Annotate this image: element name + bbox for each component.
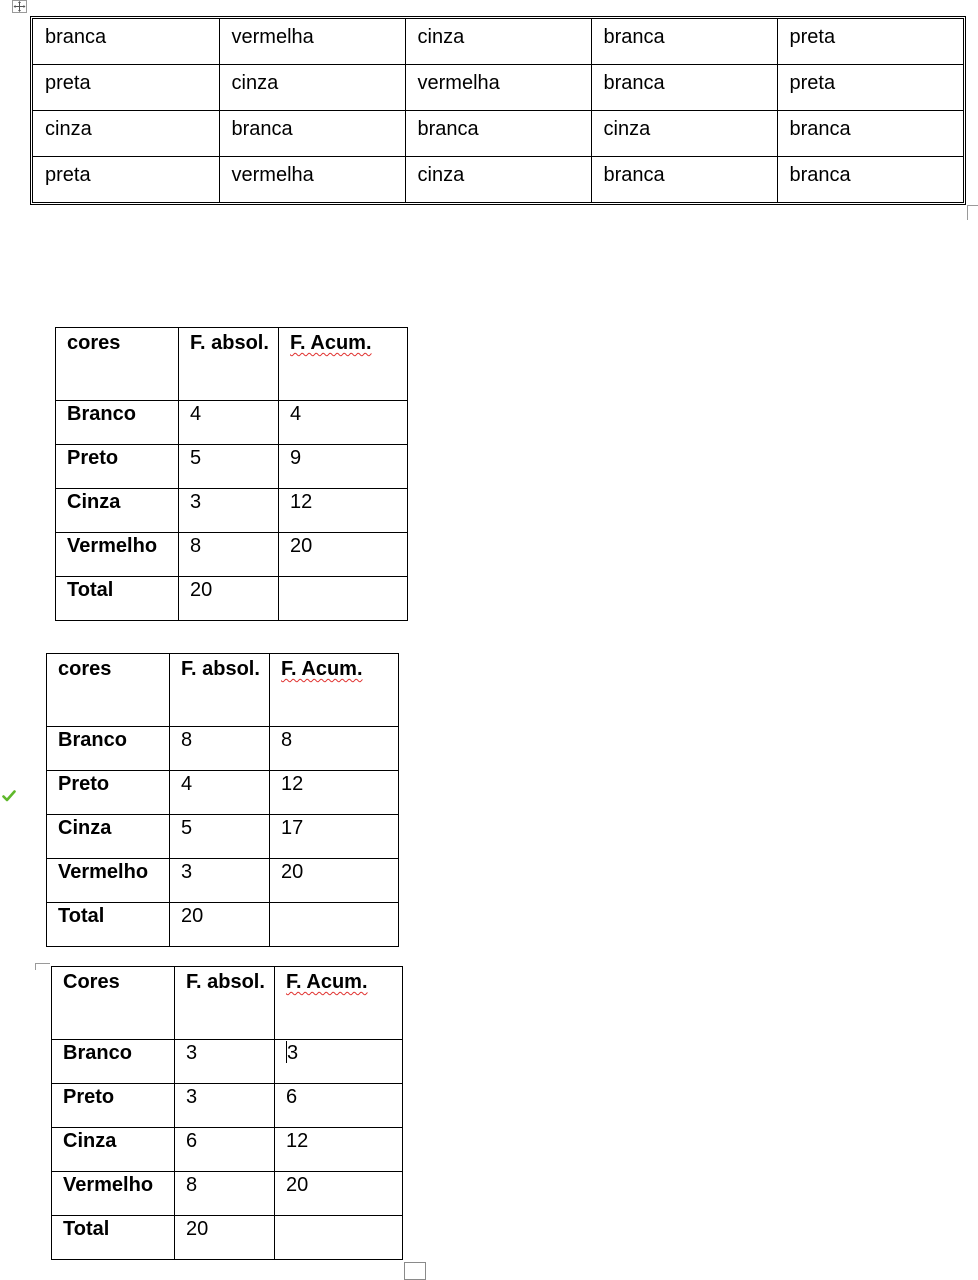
column-header[interactable] bbox=[56, 328, 179, 401]
row-label-cell[interactable] bbox=[47, 815, 170, 859]
grid-row bbox=[33, 64, 963, 110]
absolute-frequency-cell[interactable] bbox=[175, 1084, 275, 1128]
grid-cell[interactable]: vermelha bbox=[219, 157, 405, 202]
grid-cell[interactable]: branca bbox=[591, 157, 777, 202]
absolute-frequency-cell[interactable] bbox=[179, 445, 279, 489]
table-row bbox=[52, 1084, 403, 1128]
cumulative-frequency-cell[interactable] bbox=[275, 1040, 403, 1084]
row-label-cell[interactable] bbox=[47, 771, 170, 815]
absolute-frequency-cell[interactable] bbox=[179, 533, 279, 577]
cell-value: Preto bbox=[63, 1086, 115, 1108]
table-header-row bbox=[56, 328, 408, 401]
row-label-cell[interactable] bbox=[56, 489, 179, 533]
row-label-cell[interactable] bbox=[47, 727, 170, 771]
cell-value: 12 bbox=[286, 1130, 309, 1152]
grid-cell[interactable]: preta bbox=[777, 64, 963, 110]
grid-cell[interactable]: preta bbox=[33, 157, 219, 202]
grid-cell[interactable]: vermelha bbox=[219, 19, 405, 64]
table-3-corner-mark bbox=[35, 963, 50, 970]
row-label-cell[interactable] bbox=[52, 1128, 175, 1172]
table-row bbox=[47, 815, 399, 859]
column-header[interactable] bbox=[52, 967, 175, 1040]
cell-value: 6 bbox=[286, 1086, 298, 1108]
frequency-table-3 bbox=[51, 966, 403, 1260]
cumulative-frequency-cell[interactable] bbox=[270, 815, 399, 859]
cumulative-frequency-cell[interactable] bbox=[279, 577, 408, 621]
cell-value: 3 bbox=[181, 861, 193, 883]
color-data-grid bbox=[30, 16, 966, 205]
absolute-frequency-cell[interactable] bbox=[179, 401, 279, 445]
grid-cell[interactable]: branca bbox=[777, 110, 963, 156]
cell-value: Vermelho bbox=[58, 861, 149, 883]
column-header-label: F. absol. bbox=[190, 332, 269, 354]
row-label-cell[interactable] bbox=[47, 903, 170, 947]
column-header[interactable] bbox=[270, 654, 399, 727]
row-label-cell[interactable] bbox=[56, 401, 179, 445]
table-move-handle-icon[interactable] bbox=[12, 0, 27, 13]
cell-value: Total bbox=[67, 579, 114, 601]
column-header-label: cores bbox=[67, 332, 121, 354]
grid-cell[interactable]: branca bbox=[33, 19, 219, 64]
cell-value: Preto bbox=[67, 447, 119, 469]
column-header[interactable] bbox=[170, 654, 270, 727]
table-row bbox=[52, 1172, 403, 1216]
cell-value: 3 bbox=[287, 1042, 299, 1064]
column-header-label: Cores bbox=[63, 971, 120, 993]
absolute-frequency-cell[interactable] bbox=[179, 489, 279, 533]
grid-row bbox=[33, 157, 963, 202]
cell-value: 20 bbox=[286, 1174, 309, 1196]
absolute-frequency-cell[interactable] bbox=[179, 577, 279, 621]
table-row bbox=[56, 489, 408, 533]
frequency-table-2 bbox=[46, 653, 399, 947]
cell-value: 3 bbox=[190, 491, 202, 513]
table-row bbox=[47, 859, 399, 903]
cumulative-frequency-cell[interactable] bbox=[270, 771, 399, 815]
cell-value: Total bbox=[58, 905, 105, 927]
table-resize-handle[interactable] bbox=[404, 1262, 426, 1280]
cell-value: Total bbox=[63, 1218, 110, 1240]
table-header-row bbox=[47, 654, 399, 727]
row-label-cell[interactable] bbox=[56, 533, 179, 577]
cumulative-frequency-cell[interactable] bbox=[279, 533, 408, 577]
cell-value: 5 bbox=[190, 447, 202, 469]
column-header-label: F. Acum. bbox=[290, 332, 372, 354]
cell-value: 4 bbox=[181, 773, 193, 795]
column-header-label: F. absol. bbox=[181, 658, 260, 680]
cell-value: 20 bbox=[186, 1218, 209, 1240]
cell-value: 20 bbox=[290, 535, 313, 557]
grid-cell[interactable]: cinza bbox=[591, 110, 777, 156]
cell-value: 3 bbox=[186, 1042, 198, 1064]
frequency-table-1 bbox=[55, 327, 408, 621]
grid-row bbox=[33, 19, 963, 64]
table-row bbox=[56, 401, 408, 445]
grid-cell[interactable]: branca bbox=[591, 64, 777, 110]
cell-value: 8 bbox=[181, 729, 193, 751]
cell-value: Vermelho bbox=[67, 535, 158, 557]
grid-cell[interactable]: cinza bbox=[405, 157, 591, 202]
cell-value: 12 bbox=[281, 773, 304, 795]
grid-cell[interactable]: cinza bbox=[33, 110, 219, 156]
table-row bbox=[56, 577, 408, 621]
table-row bbox=[56, 533, 408, 577]
grid-cell[interactable]: preta bbox=[777, 19, 963, 64]
row-label-cell[interactable] bbox=[56, 445, 179, 489]
cell-value: Cinza bbox=[63, 1130, 117, 1152]
cumulative-frequency-cell[interactable] bbox=[275, 1084, 403, 1128]
cumulative-frequency-cell[interactable] bbox=[270, 859, 399, 903]
cell-value: 20 bbox=[181, 905, 204, 927]
row-label-cell[interactable] bbox=[52, 1172, 175, 1216]
cell-value: Branco bbox=[58, 729, 127, 751]
row-label-cell[interactable] bbox=[52, 1084, 175, 1128]
cumulative-frequency-cell[interactable] bbox=[270, 903, 399, 947]
absolute-frequency-cell[interactable] bbox=[170, 815, 270, 859]
table-row bbox=[47, 727, 399, 771]
column-header[interactable] bbox=[175, 967, 275, 1040]
grid-cell[interactable]: branca bbox=[219, 110, 405, 156]
column-header-label: F. Acum. bbox=[286, 971, 368, 993]
cell-value: 8 bbox=[281, 729, 293, 751]
column-header[interactable] bbox=[179, 328, 279, 401]
cell-value: 4 bbox=[190, 403, 202, 425]
row-label-cell[interactable] bbox=[52, 1040, 175, 1084]
absolute-frequency-cell[interactable] bbox=[170, 903, 270, 947]
table-row bbox=[56, 445, 408, 489]
absolute-frequency-cell[interactable] bbox=[175, 1040, 275, 1084]
cell-value: Preto bbox=[58, 773, 110, 795]
cell-value: 8 bbox=[186, 1174, 198, 1196]
cell-value: Cinza bbox=[67, 491, 121, 513]
cumulative-frequency-cell[interactable] bbox=[275, 1128, 403, 1172]
cumulative-frequency-cell[interactable] bbox=[275, 1216, 403, 1260]
table-row bbox=[47, 903, 399, 947]
cell-value: 3 bbox=[186, 1086, 198, 1108]
table-header-row bbox=[52, 967, 403, 1040]
row-label-cell[interactable] bbox=[56, 577, 179, 621]
cell-value: 20 bbox=[281, 861, 304, 883]
table-row bbox=[52, 1040, 403, 1084]
cell-value: 6 bbox=[186, 1130, 198, 1152]
cell-value: 12 bbox=[290, 491, 313, 513]
column-header-label: cores bbox=[58, 658, 112, 680]
grid-cell[interactable]: vermelha bbox=[405, 64, 591, 110]
column-header-label: F. absol. bbox=[186, 971, 265, 993]
check-icon bbox=[2, 789, 16, 803]
row-label-cell[interactable] bbox=[52, 1216, 175, 1260]
cell-value: 4 bbox=[290, 403, 302, 425]
cell-value: Vermelho bbox=[63, 1174, 154, 1196]
cell-value: 8 bbox=[190, 535, 202, 557]
table-row bbox=[52, 1216, 403, 1260]
absolute-frequency-cell[interactable] bbox=[170, 727, 270, 771]
cell-value: Branco bbox=[63, 1042, 132, 1064]
cell-value: 20 bbox=[190, 579, 213, 601]
cell-value: 9 bbox=[290, 447, 302, 469]
absolute-frequency-cell[interactable] bbox=[170, 771, 270, 815]
column-header[interactable] bbox=[275, 967, 403, 1040]
grid-cell[interactable]: cinza bbox=[219, 64, 405, 110]
cell-value: Cinza bbox=[58, 817, 112, 839]
column-header[interactable] bbox=[279, 328, 408, 401]
cell-value: Branco bbox=[67, 403, 136, 425]
grid-row bbox=[33, 110, 963, 156]
cumulative-frequency-cell[interactable] bbox=[279, 401, 408, 445]
cumulative-frequency-cell[interactable] bbox=[279, 489, 408, 533]
row-label-cell[interactable] bbox=[47, 859, 170, 903]
absolute-frequency-cell[interactable] bbox=[175, 1172, 275, 1216]
cumulative-frequency-cell[interactable] bbox=[279, 445, 408, 489]
absolute-frequency-cell[interactable] bbox=[170, 859, 270, 903]
cumulative-frequency-cell[interactable] bbox=[275, 1172, 403, 1216]
column-header[interactable] bbox=[47, 654, 170, 727]
table-row bbox=[47, 771, 399, 815]
cell-value: 5 bbox=[181, 817, 193, 839]
grid-cell[interactable]: cinza bbox=[405, 19, 591, 64]
table-row bbox=[52, 1128, 403, 1172]
absolute-frequency-cell[interactable] bbox=[175, 1216, 275, 1260]
grid-cell[interactable]: branca bbox=[591, 19, 777, 64]
grid-cell[interactable]: branca bbox=[405, 110, 591, 156]
cumulative-frequency-cell[interactable] bbox=[270, 727, 399, 771]
column-header-label: F. Acum. bbox=[281, 658, 363, 680]
absolute-frequency-cell[interactable] bbox=[175, 1128, 275, 1172]
grid-cell[interactable]: branca bbox=[777, 157, 963, 202]
grid-cell[interactable]: preta bbox=[33, 64, 219, 110]
grid-resize-corner[interactable] bbox=[967, 205, 978, 220]
cell-value: 17 bbox=[281, 817, 304, 839]
